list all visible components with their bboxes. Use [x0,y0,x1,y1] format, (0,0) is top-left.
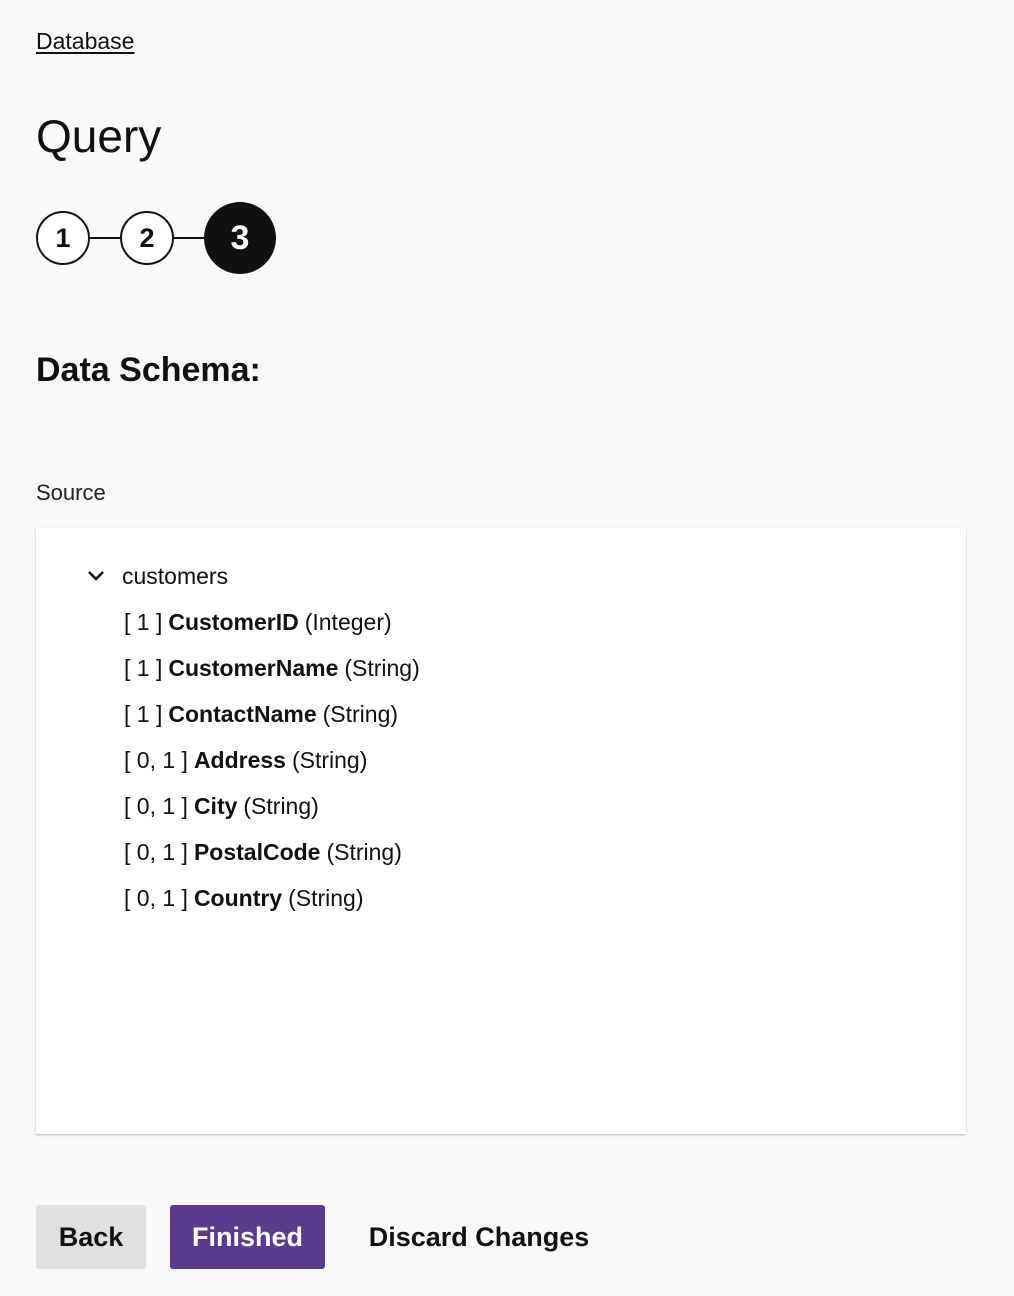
field-type: (String) [344,655,420,681]
field-cardinality: [ 1 ] [124,609,163,635]
schema-field-row [124,696,420,742]
field-cardinality: [ 0, 1 ] [124,747,188,773]
step-1[interactable]: 1 [36,211,90,265]
field-list [124,604,420,926]
tree-node-label: customers [122,562,229,589]
schema-field-row [124,742,420,788]
field-name: Country [193,885,283,911]
chevron-down-icon[interactable] [84,564,108,588]
field-cardinality: [ 0, 1 ] [124,793,188,819]
page-title: Query [36,110,162,162]
discard-changes-button[interactable]: Discard Changes [350,1205,608,1269]
breadcrumb-database-link[interactable]: Database [36,28,135,54]
schema-field-row [124,880,420,926]
tree-node-customers[interactable] [84,560,228,592]
step-2[interactable]: 2 [120,211,174,265]
schema-tree-panel [36,528,966,1134]
schema-field-row [124,604,420,650]
field-type: (String) [288,885,364,911]
schema-field-row [124,650,420,696]
field-type: (String) [291,747,368,773]
field-name: ContactName [168,701,317,727]
finished-button[interactable]: Finished [170,1205,325,1269]
stepper [36,202,276,274]
field-name: City [193,793,238,819]
step-3-active[interactable]: 3 [204,202,276,274]
field-name: Address [193,747,286,773]
field-name: CustomerID [168,609,299,635]
field-cardinality: [ 1 ] [124,701,163,727]
back-button[interactable]: Back [36,1205,146,1269]
data-schema-heading: Data Schema: [36,351,261,389]
step-connector [174,237,204,239]
field-cardinality: [ 0, 1 ] [124,839,188,865]
schema-field-row [124,834,420,880]
field-type: (String) [322,701,399,727]
field-type: (String) [243,793,319,819]
field-cardinality: [ 0, 1 ] [124,885,188,911]
source-label: Source [36,480,106,505]
field-cardinality: [ 1 ] [124,655,163,681]
schema-field-row [124,788,420,834]
field-type: (String) [326,839,402,865]
step-connector [90,237,120,239]
field-name: CustomerName [168,655,339,681]
field-type: (Integer) [304,609,392,635]
field-name: PostalCode [193,839,321,865]
